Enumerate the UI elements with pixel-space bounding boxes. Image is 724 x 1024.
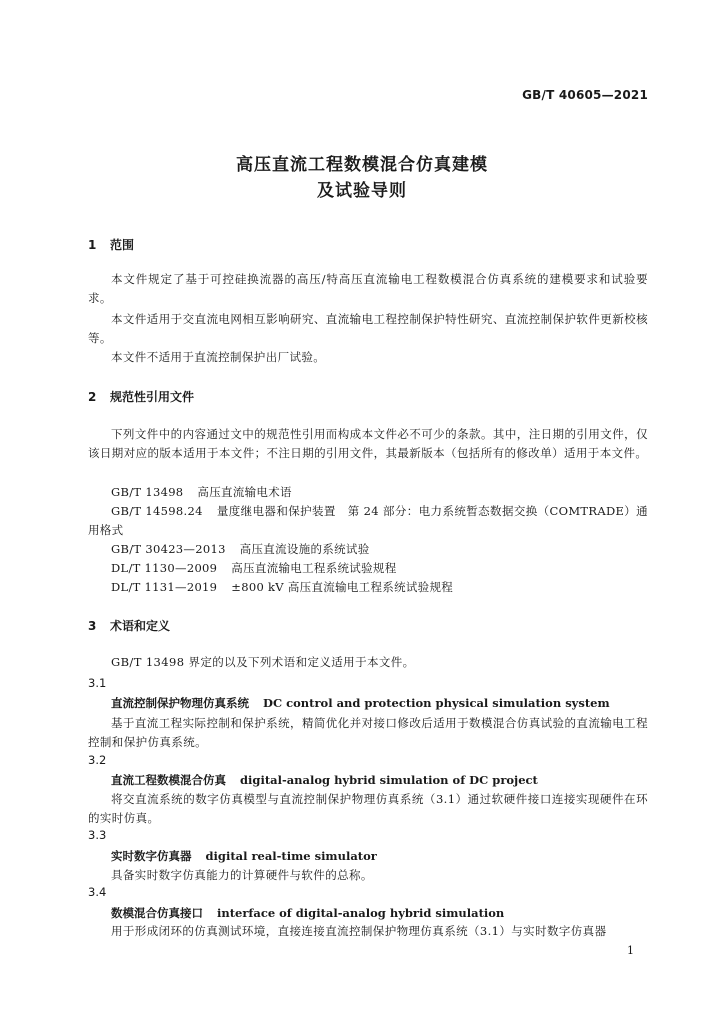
reference-item — [111, 483, 648, 502]
reference-code: DL/T 1130—2009 — [111, 561, 218, 575]
clause-number: 3.4 — [88, 885, 107, 899]
term-english: digital-analog hybrid simulation of DC project — [240, 773, 538, 787]
reference-title: 高压直流输电工程系统试验规程 — [231, 561, 397, 575]
document-title-line-2: 及试验导则 — [317, 181, 407, 201]
terms-intro: GB/T 13498 界定的以及下列术语和定义适用于本文件。 — [111, 655, 415, 669]
term-english: interface of digital-analog hybrid simulation — [217, 906, 505, 920]
section-heading-1 — [88, 236, 134, 253]
term-definition: 将交直流系统的数字仿真模型与直流控制保护物理仿真系统（3.1）通过软硬件接口连接实现硬件在环的实时仿真。 — [88, 792, 648, 825]
term-entry — [111, 848, 377, 864]
page-number: 1 — [627, 944, 634, 957]
normative-intro: 下列文件中的内容通过文中的规范性引用而构成本文件必不可少的条款。其中，注日期的引用文件，仅该日期对应的版本适用于本文件；不注日期的引用文件，其最新版本（包括所有的修改单）适用于本文件。 — [88, 427, 648, 460]
reference-item — [111, 559, 648, 578]
reference-title: ±800 kV 高压直流输电工程系统试验规程 — [231, 580, 454, 594]
section-title: 范围 — [110, 238, 135, 252]
section-heading-2 — [88, 388, 194, 405]
section-title: 规范性引用文件 — [110, 390, 195, 404]
scope-paragraph-1: 本文件规定了基于可控硅换流器的高压/特高压直流输电工程数模混合仿真系统的建模要求和试验要求。 — [88, 272, 648, 305]
term-entry — [111, 772, 538, 788]
standard-code: GB/T 40605—2021 — [522, 88, 648, 102]
document-title-line-1: 高压直流工程数模混合仿真建模 — [236, 155, 488, 175]
term-definition: 用于形成闭环的仿真测试环境，直接连接直流控制保护物理仿真系统（3.1）与实时数字仿真器 — [111, 924, 607, 938]
term-chinese: 数模混合仿真接口 — [111, 906, 203, 920]
reference-title: 高压直流输电术语 — [197, 485, 292, 499]
reference-item — [111, 540, 648, 559]
reference-title: 量度继电器和保护装置 第 24 部分：电力系统暂态数据交换（COMTRADE）通用格式 — [88, 504, 648, 537]
term-chinese: 实时数字仿真器 — [111, 849, 192, 863]
term-entry — [111, 905, 504, 921]
reference-item — [111, 578, 648, 597]
term-definition: 基于直流工程实际控制和保护系统，精简优化并对接口修改后适用于数模混合仿真试验的直流输电工程控制和保护仿真系统。 — [88, 716, 648, 749]
section-number: 2 — [88, 390, 97, 404]
scope-paragraph-2: 本文件适用于交直流电网相互影响研究、直流输电工程控制保护特性研究、直流控制保护软件更新校核等。 — [88, 312, 648, 345]
clause-number: 3.1 — [88, 676, 107, 690]
term-chinese: 直流工程数模混合仿真 — [111, 773, 226, 787]
scope-paragraph-3: 本文件不适用于直流控制保护出厂试验。 — [111, 350, 326, 364]
reference-code: GB/T 14598.24 — [111, 504, 203, 518]
reference-title: 高压直流设施的系统试验 — [239, 542, 370, 556]
section-heading-3 — [88, 617, 170, 634]
term-english: digital real-time simulator — [205, 849, 377, 863]
section-title: 术语和定义 — [110, 619, 171, 633]
term-definition: 具备实时数字仿真能力的计算硬件与软件的总称。 — [111, 868, 373, 882]
reference-code: DL/T 1131—2019 — [111, 580, 218, 594]
reference-code: GB/T 30423—2013 — [111, 542, 226, 556]
section-number: 1 — [88, 238, 97, 252]
reference-code: GB/T 13498 — [111, 485, 184, 499]
clause-number: 3.2 — [88, 753, 107, 767]
term-chinese: 直流控制保护物理仿真系统 — [111, 696, 249, 710]
section-number: 3 — [88, 619, 97, 633]
term-english: DC control and protection physical simulation system — [263, 696, 610, 710]
term-entry — [111, 695, 610, 711]
clause-number: 3.3 — [88, 828, 107, 842]
reference-item — [88, 502, 648, 540]
